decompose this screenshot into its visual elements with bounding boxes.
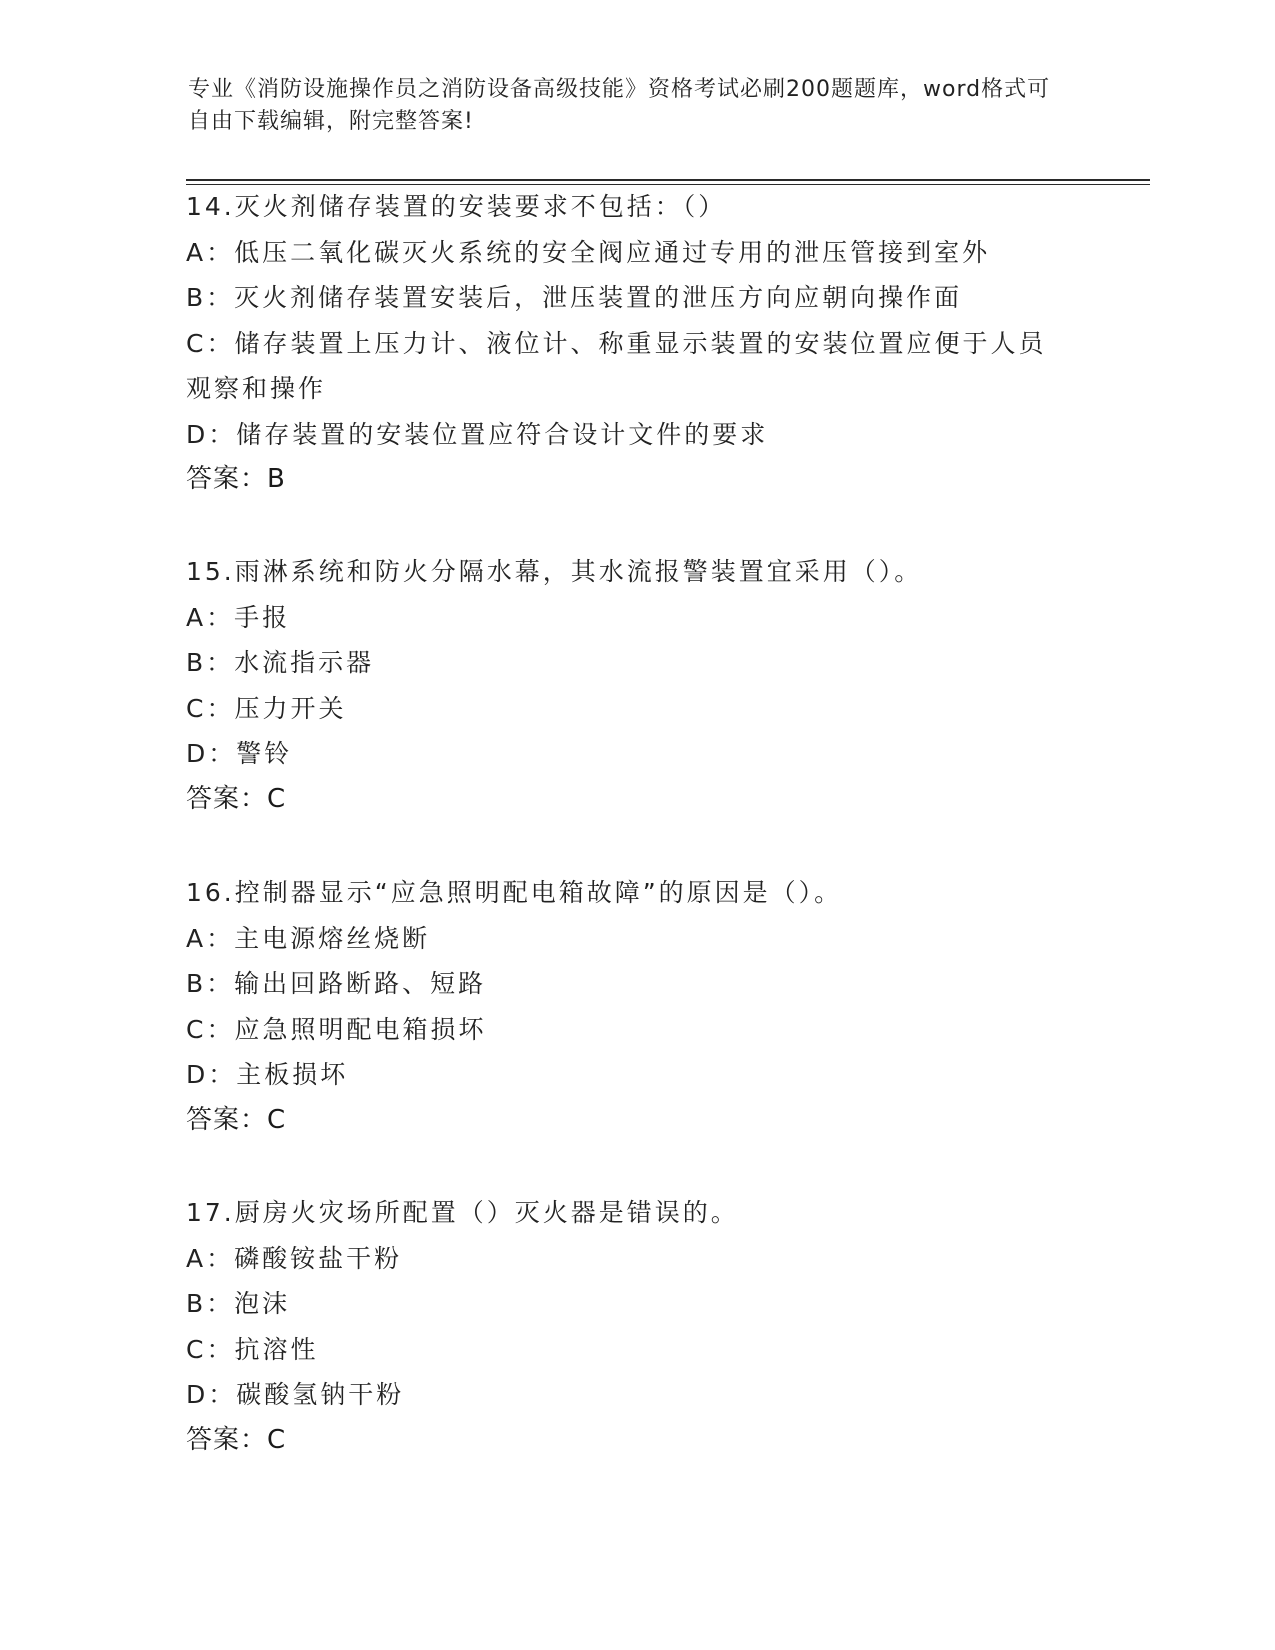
question-stem: 15.雨淋系统和防火分隔水幕，其水流报警装置宜采用（）。: [186, 557, 923, 586]
option-b: B：泡沫: [186, 1289, 291, 1318]
option-a: A：手报: [186, 602, 291, 632]
question-stem: 17.厨房火灾场所配置（）灭火器是错误的。: [186, 1198, 739, 1227]
document-header: 专业《消防设施操作员之消防设备高级技能》资格考试必刷200题题库，word格式可自由下载编辑，附完整答案!: [188, 77, 1051, 134]
answer-label: 答案：C: [186, 783, 287, 814]
question-block: [186, 870, 1086, 1143]
answer-label: 答案：C: [186, 1104, 287, 1135]
option-b: B：输出回路断路、短路: [186, 969, 487, 998]
option-a: A：主电源熔丝烧断: [186, 923, 431, 953]
option-c: C：储存装置上压力计、液位计、称重显示装置的安装位置应便于人员观察和操作: [186, 328, 1047, 403]
header-divider-thick: [186, 179, 1150, 181]
question-stem: 16.控制器显示“应急照明配电箱故障”的原因是（）。: [186, 878, 843, 907]
option-d: D：储存装置的安装位置应符合设计文件的要求: [186, 419, 769, 449]
option-c: C：抗溶性: [186, 1334, 319, 1364]
option-b: B：灭火剂储存装置安装后，泄压装置的泄压方向应朝向操作面: [186, 283, 963, 312]
option-a: A：磷酸铵盐干粉: [186, 1243, 403, 1273]
question-stem: 14.灭火剂储存装置的安装要求不包括：（）: [186, 192, 727, 221]
option-d: D：主板损坏: [186, 1060, 349, 1089]
question-block: [186, 184, 1086, 503]
answer-label: 答案：C: [186, 1424, 287, 1455]
option-d: D：警铃: [186, 739, 293, 768]
question-block: [186, 549, 1086, 822]
option-c: C：应急照明配电箱损坏: [186, 1014, 487, 1044]
answer-label: 答案：B: [186, 464, 286, 494]
option-c: C：压力开关: [186, 693, 347, 723]
option-a: A：低压二氧化碳灭火系统的安全阀应通过专用的泄压管接到室外: [186, 237, 991, 267]
question-block: [186, 1190, 1086, 1463]
option-d: D：碳酸氢钠干粉: [186, 1380, 405, 1409]
option-b: B：水流指示器: [186, 648, 375, 677]
